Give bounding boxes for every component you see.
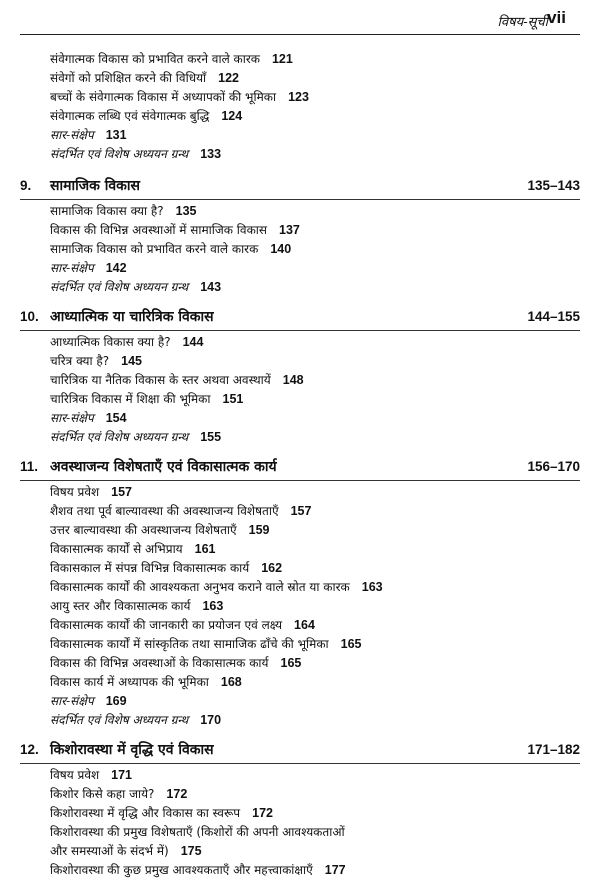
toc-entry: [0, 333, 600, 352]
toc-entry-page: 151: [222, 392, 244, 406]
chapter-title: अवस्थाजन्य विशेषताएँ एवं विकासात्मक कार्य: [50, 459, 277, 475]
chapter-number: 10.: [20, 309, 39, 324]
toc-entry: [0, 692, 600, 711]
table-of-contents: [0, 50, 600, 880]
toc-entry-title: विकास की विभिन्न अवस्थाओं के विकासात्मक कार्य: [50, 656, 269, 670]
toc-entry-title: विकासात्मक कार्यों की जानकारी का प्रयोजन एवं लक्ष्य: [50, 618, 283, 632]
toc-entry-page: 170: [200, 713, 222, 727]
toc-entry: [0, 409, 600, 428]
toc-entry-title: सार-संक्षेप: [50, 411, 94, 425]
toc-entry-page: 164: [294, 618, 315, 632]
toc-entry-title: विकासात्मक कार्यों में सांस्कृतिक तथा सामाजिक ढाँचे की भूमिका: [50, 637, 329, 651]
toc-entry-page: 171: [111, 768, 133, 782]
toc-entry: [0, 635, 600, 654]
toc-entry-page: 145: [121, 354, 142, 368]
toc-entry: [0, 559, 600, 578]
chapter-rule: [20, 330, 580, 331]
toc-entry: [0, 654, 600, 673]
chapter-number: 12.: [20, 742, 39, 757]
toc-entry: [0, 540, 600, 559]
toc-entry-title: और समस्याओं के संदर्भ में): [50, 844, 169, 858]
toc-entry-title: विषय प्रवेश: [50, 485, 100, 499]
toc-entry-title: बच्चों के संवेगात्मक विकास में अध्यापकों की भूमिका: [50, 90, 277, 104]
toc-entry: [0, 107, 600, 126]
toc-entry-title: किशोरावस्था में वृद्धि और विकास का स्वरूप: [50, 806, 241, 820]
chapter-page-range: 156–170: [527, 459, 580, 474]
chapter-rule: [20, 763, 580, 764]
toc-entry: [0, 278, 600, 297]
toc-entry: [0, 823, 600, 842]
toc-entry-title: किशोर किसे कहा जाये?: [50, 787, 155, 801]
toc-entry: [0, 804, 600, 823]
toc-entry-title: विकासात्मक कार्यों से अभिप्राय: [50, 542, 183, 556]
toc-entry-title: आध्यात्मिक विकास क्या है?: [50, 335, 171, 349]
toc-entry-page: 165: [280, 656, 302, 670]
toc-entry: [0, 145, 600, 164]
toc-entry: [0, 371, 600, 390]
toc-entry-title: किशोरावस्था की प्रमुख विशेषताएँ (किशोरों की अपनी आवश्यकताओं: [50, 825, 345, 839]
chapter-heading: [0, 305, 600, 329]
toc-entry: [0, 578, 600, 597]
chapter-page-range: 171–182: [527, 742, 580, 757]
chapter-number: 9.: [20, 178, 32, 193]
toc-entry: [0, 673, 600, 692]
chapter-rule: [20, 199, 580, 200]
toc-entry-title: शैशव तथा पूर्व बाल्यावस्था की अवस्थाजन्य विशेषताएँ: [50, 504, 279, 518]
toc-entry-page: 121: [271, 52, 293, 66]
toc-entry-page: 143: [200, 280, 222, 294]
toc-entry: [0, 69, 600, 88]
toc-entry: [0, 88, 600, 107]
toc-entry-page: 161: [194, 542, 216, 556]
toc-entry: [0, 221, 600, 240]
toc-entry-title: सार-संक्षेप: [50, 694, 94, 708]
toc-entry-title: संवेगात्मक लब्धि एवं संवेगात्मक बुद्धि: [50, 109, 210, 123]
chapter-title: आध्यात्मिक या चारित्रिक विकास: [50, 309, 214, 325]
toc-entry-page: 163: [202, 599, 224, 613]
toc-entry-title: विकासात्मक कार्यों की आवश्यकता अनुभव कराने वाले स्रोत या कारक: [50, 580, 350, 594]
running-header: [0, 8, 600, 36]
chapter-number: 11.: [20, 459, 39, 474]
toc-entry-page: 168: [220, 675, 242, 689]
toc-entry-title: उत्तर बाल्यावस्था की अवस्थाजन्य विशेषताएँ: [50, 523, 237, 537]
toc-entry-title: विकास की विभिन्न अवस्थाओं में सामाजिक विकास: [50, 223, 268, 237]
toc-entry-title: संदर्भित एवं विशेष अध्ययन ग्रन्थ: [50, 713, 189, 727]
running-title: विषय-सूची: [497, 15, 548, 30]
toc-entry: [0, 483, 600, 502]
page-number: vii: [547, 8, 566, 27]
toc-entry-page: 122: [218, 71, 239, 85]
toc-entry: [0, 428, 600, 447]
toc-entry: [0, 502, 600, 521]
chapter-page-range: 135–143: [527, 178, 580, 193]
toc-entry-title: चरित्र क्या है?: [50, 354, 110, 368]
toc-entry-page: 123: [288, 90, 309, 104]
toc-entry-title: विकासकाल में संपन्न विभिन्न विकासात्मक कार्य: [50, 561, 250, 575]
toc-entry-page: 140: [270, 242, 292, 256]
chapter-page-range: 144–155: [527, 309, 580, 324]
toc-entry-page: 137: [279, 223, 300, 237]
toc-entry-page: 124: [221, 109, 243, 123]
toc-entry-title: सार-संक्षेप: [50, 128, 94, 142]
toc-entry-title: संदर्भित एवं विशेष अध्ययन ग्रन्थ: [50, 280, 189, 294]
chapter-title: किशोरावस्था में वृद्धि एवं विकास: [50, 742, 214, 758]
toc-entry-title: चारित्रिक या नैतिक विकास के स्तर अथवा अवस्थायें: [50, 373, 271, 387]
toc-entry-title: आयु स्तर और विकासात्मक कार्य: [50, 599, 191, 613]
toc-entry: [0, 390, 600, 409]
toc-entry-title: संवेगों को प्रशिक्षित करने की विधियाँ: [50, 71, 207, 85]
toc-entry-title: सामाजिक विकास को प्रभावित करने वाले कारक: [50, 242, 259, 256]
toc-entry: [0, 597, 600, 616]
toc-entry-page: 135: [175, 204, 197, 218]
chapter-rule: [20, 480, 580, 481]
header-rule: [20, 34, 580, 35]
chapter-title: सामाजिक विकास: [50, 178, 140, 194]
toc-entry: [0, 766, 600, 785]
toc-entry-title: संदर्भित एवं विशेष अध्ययन ग्रन्थ: [50, 430, 189, 444]
toc-entry-page: 165: [340, 637, 362, 651]
chapter-heading: [0, 455, 600, 479]
toc-entry: [0, 785, 600, 804]
toc-entry-page: 169: [105, 694, 127, 708]
toc-entry: [0, 842, 600, 861]
toc-entry: [0, 50, 600, 69]
toc-entry: [0, 616, 600, 635]
toc-entry-page: 154: [105, 411, 127, 425]
toc-entry-page: 157: [290, 504, 312, 518]
toc-entry: [0, 240, 600, 259]
toc-entry: [0, 861, 600, 880]
toc-entry-page: 177: [324, 863, 346, 877]
toc-entry-page: 175: [180, 844, 202, 858]
toc-entry-title: किशोरावस्था की कुछ प्रमुख आवश्यकताएँ और महत्त्वाकांक्षाएँ: [50, 863, 313, 877]
toc-entry-page: 157: [111, 485, 133, 499]
toc-entry-page: 133: [200, 147, 222, 161]
toc-entry-page: 172: [166, 787, 188, 801]
toc-entry-title: विषय प्रवेश: [50, 768, 100, 782]
toc-entry-title: संवेगात्मक विकास को प्रभावित करने वाले कारक: [50, 52, 260, 66]
toc-entry-title: सामाजिक विकास क्या है?: [50, 204, 164, 218]
toc-entry-page: 131: [105, 128, 127, 142]
toc-entry-title: सार-संक्षेप: [50, 261, 94, 275]
toc-entry-title: विकास कार्य में अध्यापक की भूमिका: [50, 675, 209, 689]
toc-entry: [0, 711, 600, 730]
toc-entry: [0, 259, 600, 278]
chapter-heading: [0, 738, 600, 762]
toc-entry-title: संदर्भित एवं विशेष अध्ययन ग्रन्थ: [50, 147, 189, 161]
toc-entry-page: 159: [248, 523, 270, 537]
toc-entry: [0, 126, 600, 145]
toc-entry-page: 172: [252, 806, 273, 820]
toc-entry-title: चारित्रिक विकास में शिक्षा की भूमिका: [50, 392, 211, 406]
toc-entry-page: 142: [105, 261, 127, 275]
toc-entry: [0, 521, 600, 540]
chapter-heading: [0, 174, 600, 198]
toc-entry-page: 144: [182, 335, 204, 349]
toc-entry-page: 155: [200, 430, 222, 444]
toc-entry-page: 162: [261, 561, 283, 575]
toc-entry-page: 163: [361, 580, 383, 594]
toc-entry: [0, 202, 600, 221]
toc-entry-page: 148: [282, 373, 304, 387]
toc-entry: [0, 352, 600, 371]
